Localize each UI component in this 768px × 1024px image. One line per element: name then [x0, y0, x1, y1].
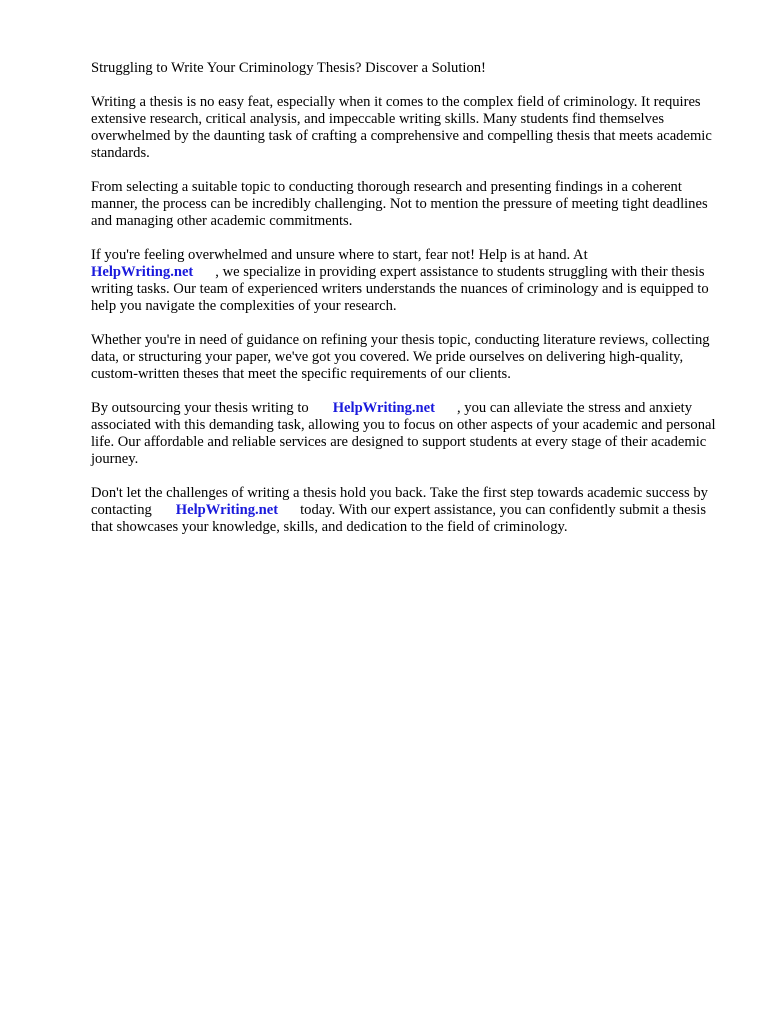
paragraph-contact [91, 485, 731, 536]
helpwriting-link-2[interactable]: HelpWriting.net [332, 400, 435, 416]
paragraph-challenges: From selecting a suitable topic to conducting thorough research and presenting findings in a coherent manner, the process can be incredibly challenging. Not to mention the pressure of meeting tight deadlines and managing other academic commitments. [91, 179, 708, 229]
paragraph-help-text-before: If you're feeling overwhelmed and unsure where to start, fear not! Help is at hand. At [91, 247, 588, 263]
paragraph-outsourcing [91, 400, 731, 468]
paragraph-outsourcing-text-after: , you can alleviate the stress and anxiety associated with this demanding task, allowing you to focus on other aspects of your academic and personal life. Our affordable and reliable services are designed to support students at every stage of their academic journey. [91, 400, 716, 467]
paragraph-intro: Writing a thesis is no easy feat, especially when it comes to the complex field of criminology. It requires extensive research, critical analysis, and impeccable writing skills. Many students find themselves overwhelmed by the daunting task of crafting a comprehensive and compelling thesis that meets academic standards. [91, 94, 712, 161]
helpwriting-link-1[interactable]: HelpWriting.net [91, 264, 194, 280]
paragraph-guidance: Whether you're in need of guidance on refining your thesis topic, conducting literature reviews, collecting data, or structuring your paper, we've got you covered. We pride ourselves on delivering high-quality, custom-written theses that meet the specific requirements of our clients. [91, 332, 710, 382]
document-title: Struggling to Write Your Criminology Thesis? Discover a Solution! [91, 60, 486, 76]
paragraph-outsourcing-text-before: By outsourcing your thesis writing to [91, 400, 309, 416]
paragraph-contact-text-after: today. With our expert assistance, you can confidently submit a thesis that showcases your knowledge, skills, and dedication to the field of criminology. [91, 502, 707, 535]
document-page [91, 60, 731, 553]
paragraph-help [91, 247, 731, 315]
paragraph-contact-text-before: Don't let the challenges of writing a thesis hold you back. Take the first step towards academic success by contacting [91, 485, 708, 518]
paragraph-help-text-after: , we specialize in providing expert assistance to students struggling with their thesis writing tasks. Our team of experienced writers understands the nuances of criminology and is equipped to help you navigate the complexities of your research. [91, 264, 709, 314]
helpwriting-link-3[interactable]: HelpWriting.net [175, 502, 279, 518]
